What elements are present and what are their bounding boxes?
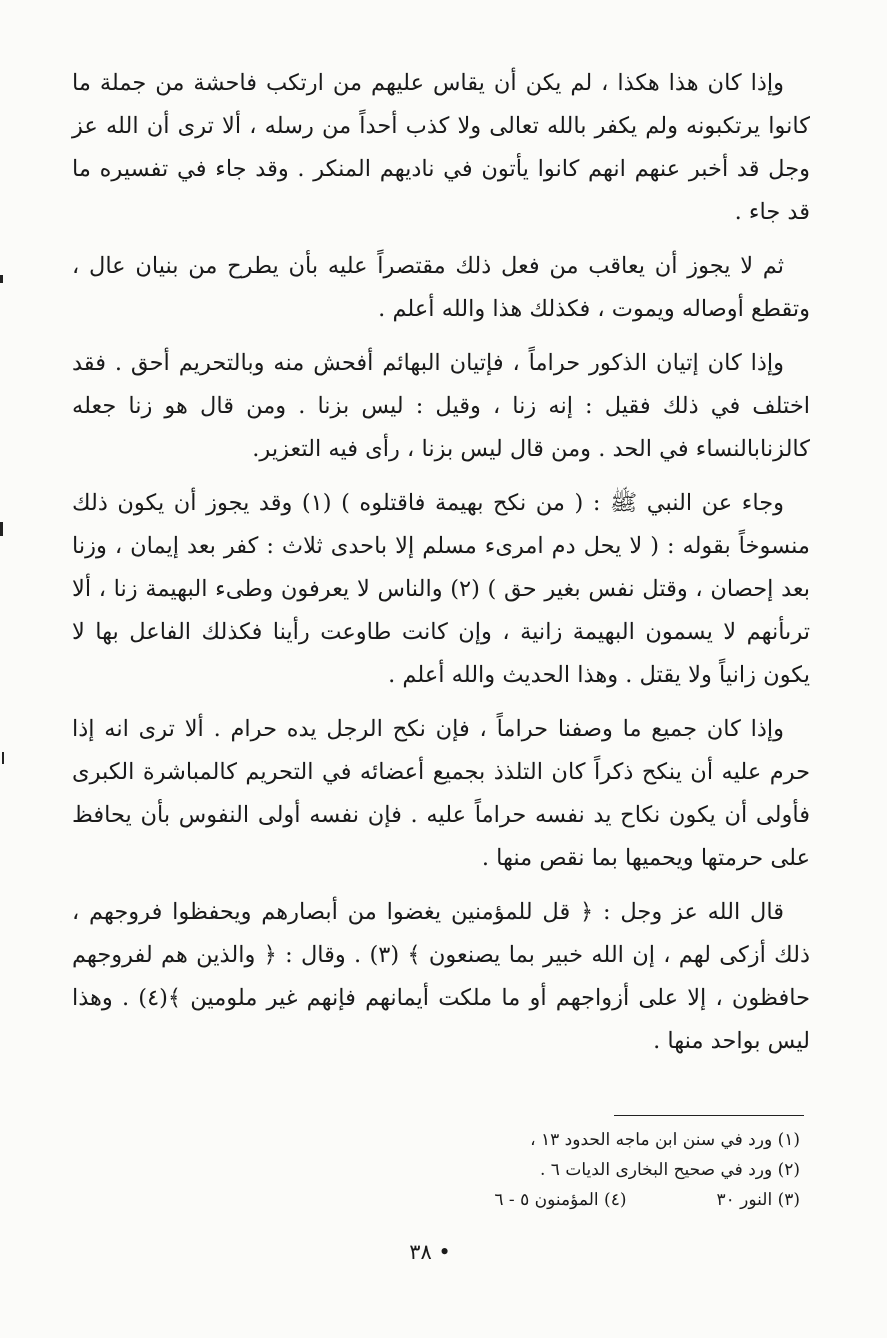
paragraph-5: وإذا كان جميع ما وصفنا حراماً ، فإن نكح الرجل يده حرام . ألا ترى انه إذا حرم عليه أن ينكح ذكراً كان التلذذ بجميع أعضائه في التحريم كالمباشرة الكبرى فأولى أن يكون نكاح يد نفسه حراماً عليه . فإن نفسه أولى النفوس بأن يحافظ على حرمتها ويحميها بما نقص منها . bbox=[72, 716, 810, 871]
body-text bbox=[72, 62, 810, 1063]
paragraph-6: قال الله عز وجل : ﴿ قل للمؤمنين يغضوا من أبصارهم ويحفظوا فروجهم ، ذلك أزكى لهم ، إن الله خبير بما يصنعون ﴾ (٣) . وقال : ﴿ والذين هم لفروجهم حافظون ، إلا على أزواجهم أو ما ملكت أيمانهم فإنهم غير ملومين ﴾(٤) . وهذا ليس بواحد منها . bbox=[72, 899, 810, 1054]
footnote-divider bbox=[614, 1115, 804, 1116]
footnote-1: (١) ورد في سنن ابن ماجه الحدود ١٣ ، bbox=[530, 1130, 800, 1150]
margin-mark-2 bbox=[0, 522, 3, 536]
paragraph-2: ثم لا يجوز أن يعاقب من فعل ذلك مقتصراً عليه بأن يطرح من بنيان عال ، وتقطع أوصاله ويموت ، فكذلك هذا والله أعلم . bbox=[72, 253, 810, 322]
paragraph-3: وإذا كان إتيان الذكور حراماً ، فإتيان البهائم أفحش منه وبالتحريم أحق . فقد اختلف في ذلك فقيل : إنه زنا ، وقيل : ليس بزنا . ومن قال هو زنا جعله كالزنابالنساء في الحد . ومن قال ليس بزنا ، رأى فيه التعزير. bbox=[72, 350, 810, 462]
margin-mark-3 bbox=[2, 752, 4, 764]
footnote-row-3-4 bbox=[300, 1185, 800, 1215]
footnote-3: (٣) النور ٣٠ bbox=[716, 1190, 800, 1210]
footnote-2: (٢) ورد في صحيح البخارى الديات ٦ . bbox=[539, 1160, 800, 1180]
footnotes bbox=[300, 1125, 800, 1215]
paragraph-1: وإذا كان هذا هكذا ، لم يكن أن يقاس عليهم من ارتكب فاحشة من جملة ما كانوا يرتكبونه ولم يكفر بالله تعالى ولا كذب أحداً من رسله ، ألا ترى أن الله عز وجل قد أخبر عنهم انهم كانوا يأتون في ناديهم المنكر . وقد جاء في تفسيره ما قد جاء . bbox=[72, 70, 810, 225]
page-number: • ٣٨ bbox=[409, 1240, 451, 1264]
margin-mark-1 bbox=[0, 275, 3, 283]
footnote-4: (٤) المؤمنون ٥ - ٦ bbox=[494, 1190, 627, 1210]
paragraph-4: وجاء عن النبي ﷺ : ( من نكح بهيمة فاقتلوه ) (١) وقد يجوز أن يكون ذلك منسوخاً بقوله : ( لا يحل دم امرىء مسلم إلا باحدى ثلاث : كفر بعد إيمان ، وزنا بعد إحصان ، وقتل نفس بغير حق ) (٢) والناس لا يعرفون وطىء البهيمة زنا ، ألا ترىأنهم لا يسمون البهيمة زانية ، وإن كانت طاوعت رأينا فكذلك الفاعل بها لا يكون زانياً ولا يقتل . وهذا الحديث والله أعلم . bbox=[72, 490, 810, 688]
